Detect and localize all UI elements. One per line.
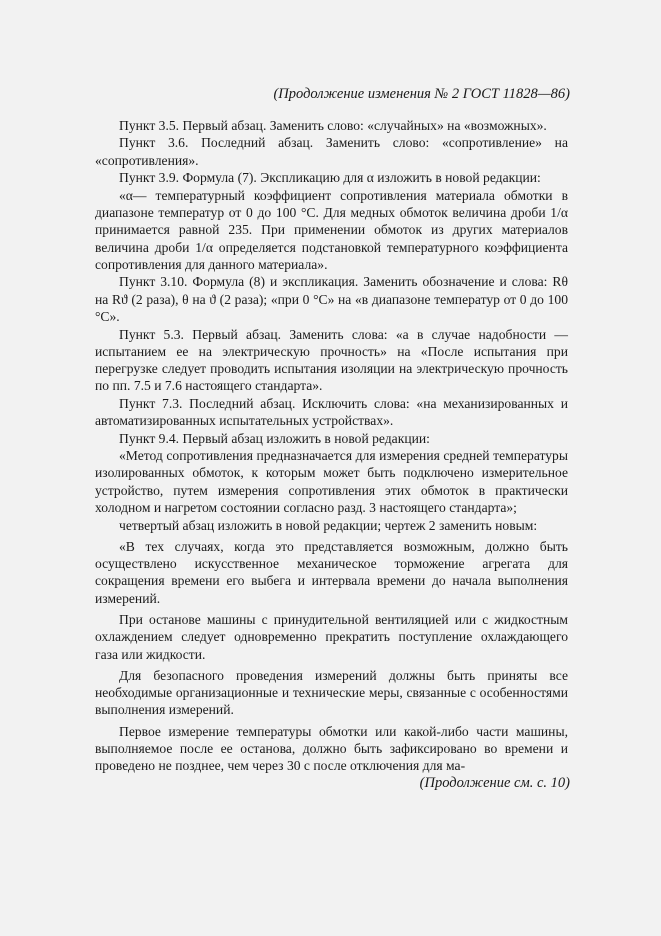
continuation-footer: (Продолжение см. с. 10) [419, 775, 570, 791]
paragraph-5-3: Пункт 5.3. Первый абзац. Заменить слова: «а в случае надобности — испытанием ее на электрическую прочность» на «После испытания при перегрузке следует проводить испытания изоляции на электрическую прочность по пп. 7.5 и 7.6 настоящего стандарта». [95, 326, 568, 394]
paragraph-first-measurement: Первое измерение температуры обмотки или какой-либо части машины, выполняемое после ее останова, должно быть зафиксировано во времени и проведено не позднее, чем через 30 с после отключения для ма- [95, 723, 568, 774]
paragraph-alpha-definition: «α— температурный коэффициент сопротивления материала обмотки в диапазоне температур от 0 до 100 °С. Для медных обмоток величина дроби 1/α принимается равной 235. При применении обмоток из других материалов величина дроби 1/α определяется подстановкой температурного коэффициента сопротивления для данного материала». [95, 187, 568, 272]
paragraph-ventilation: При останове машины с принудительной вентиляцией или с жидкостным охлаждением следует одновременно прекратить поступление охлаждающего газа или жидкости. [95, 612, 568, 662]
paragraph-7-3: Пункт 7.3. Последний абзац. Исключить слова: «на механизированных и автоматизированных испытательных устройствах». [95, 395, 568, 429]
paragraph-9-4: Пункт 9.4. Первый абзац изложить в новой редакции: [119, 430, 430, 446]
paragraph-3-9: Пункт 3.9. Формула (7). Экспликацию для α изложить в новой редакции: [119, 170, 541, 186]
paragraph-3-5: Пункт 3.5. Первый абзац. Заменить слово: «случайных» на «возможных». [119, 118, 547, 133]
paragraph-safety: Для безопасного проведения измерений должны быть приняты все необходимые организационные и технические меры, связанные с особенностями выполнения измерений. [95, 667, 568, 718]
document-body [95, 117, 568, 775]
paragraph-braking: «В тех случаях, когда это представляется возможным, должно быть осуществлено искусственное механическое торможение агрегата для сокращения времени его выбега и интервала времени до начала выполнения измерений. [95, 538, 568, 606]
paragraph-resistance-method: «Метод сопротивления предназначается для измерения средней температуры изолированных обмоток, к которым может быть подключено измерительное устройство, путем измерения сопротивления этих обмоток в практически холодном и нагретом состоянии согласно разд. 3 настоящего стандарта»; [95, 448, 568, 516]
paragraph-3-10: Пункт 3.10. Формула (8) и экспликация. Заменить обозначение и слова: Rθ на Rϑ (2 раза), θ на ϑ (2 раза); «при 0 °С» на «в диапазоне температур от 0 до 100 °С». [95, 274, 568, 325]
running-header: (Продолжение изменения № 2 ГОСТ 11828—86) [273, 86, 570, 102]
paragraph-3-6: Пункт 3.6. Последний абзац. Заменить слово: «сопротивление» на «сопротивления». [95, 135, 568, 168]
paragraph-fourth-abzac: четвертый абзац изложить в новой редакции; чертеж 2 заменить новым: [119, 517, 538, 533]
